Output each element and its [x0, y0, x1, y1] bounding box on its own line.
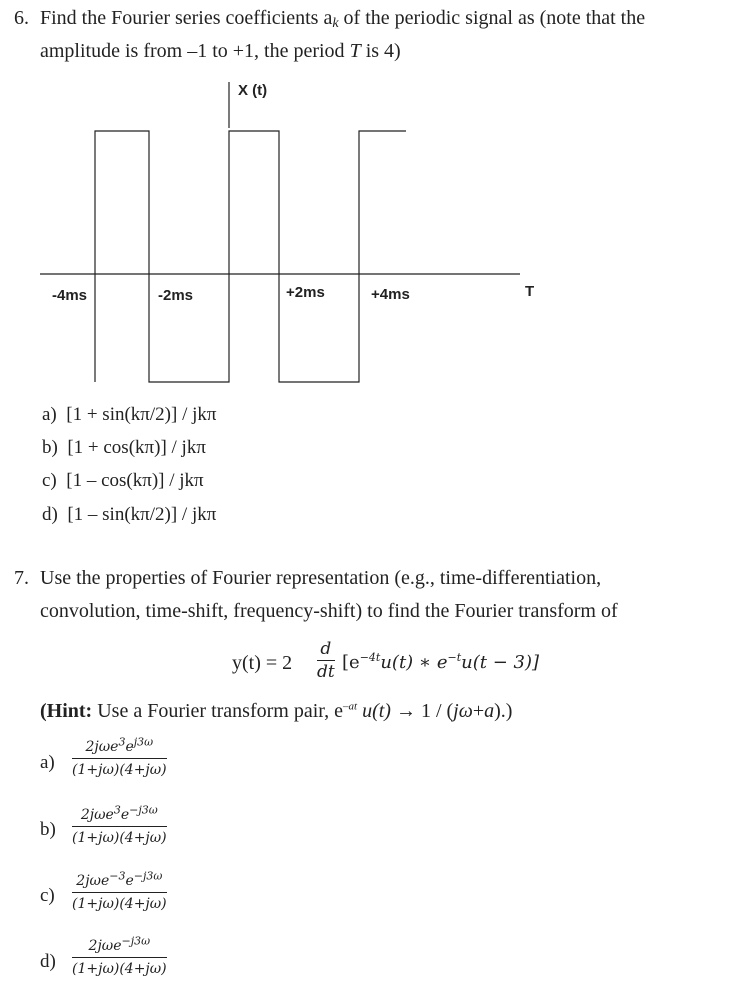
q7-option-d-fraction[interactable]: 2jωe$^{-j3\omega}$ (1+jω)(4+jω) [72, 934, 167, 977]
q7-option-a-letter[interactable]: a) [40, 752, 55, 773]
tick-label: -4ms [52, 287, 88, 304]
q7-option-c-letter[interactable]: c) [40, 885, 55, 906]
q7-option-b-fraction[interactable]: $2j\omega e^3e^{-j3\omega}$ (1+jω)(4+jω) [72, 803, 167, 846]
equation-rhs: [$e^{-4t}u(t)$ ∗ $e^{-t}u(t - 3)$] [342, 651, 540, 673]
square-wave-graph [0, 72, 739, 392]
q7-option-a-fraction[interactable]: $2j\omega e^3e^{j3\omega}$ (1+jω)(4+jω) [72, 735, 167, 778]
q7-number: 7. [14, 567, 29, 589]
q7-text-line2: convolution, time-shift, frequency-shift) to find the Fourier transform of [40, 600, 618, 622]
q7-text-line1: Use the properties of Fourier representation (e.g., time-differentiation, [40, 567, 602, 589]
tick-label: +2ms [286, 284, 325, 301]
q7-hint: (Hint: Use a Fourier transform pair, $e^{-at}$ u(t) → 1 / (jω+a).) [40, 700, 513, 722]
tick-label: -2ms [158, 287, 194, 304]
q7-option-b-letter[interactable]: b) [40, 819, 56, 840]
y-axis-label: X (t) [238, 82, 268, 99]
q6-number: 6. [14, 7, 29, 29]
q6-option-d[interactable]: d) [1 – sin(kπ/2)] / jkπ [42, 504, 217, 525]
q7-option-c-fraction[interactable]: $2j\omega e^{-3}e^{-j3\omega}$ (1+jω)(4+jω) [72, 869, 167, 912]
derivative-fraction: d dt [317, 639, 335, 682]
tick-label: +4ms [371, 286, 410, 303]
q6-option-c[interactable]: c) [1 – cos(kπ)] / jkπ [42, 470, 204, 491]
square-waveform [95, 131, 406, 382]
q6-text-line1: Find the Fourier series coefficients ak of the periodic signal as (note that the [40, 7, 646, 31]
q6-option-b[interactable]: b) [1 + cos(kπ)] / jkπ [42, 437, 206, 458]
q6-text-line2: amplitude is from –1 to +1, the period T is 4) [40, 40, 401, 62]
q6-option-a[interactable]: a) [1 + sin(kπ/2)] / jkπ [42, 404, 217, 425]
x-axis-label: T [525, 283, 535, 300]
q7-option-d-letter[interactable]: d) [40, 951, 56, 972]
